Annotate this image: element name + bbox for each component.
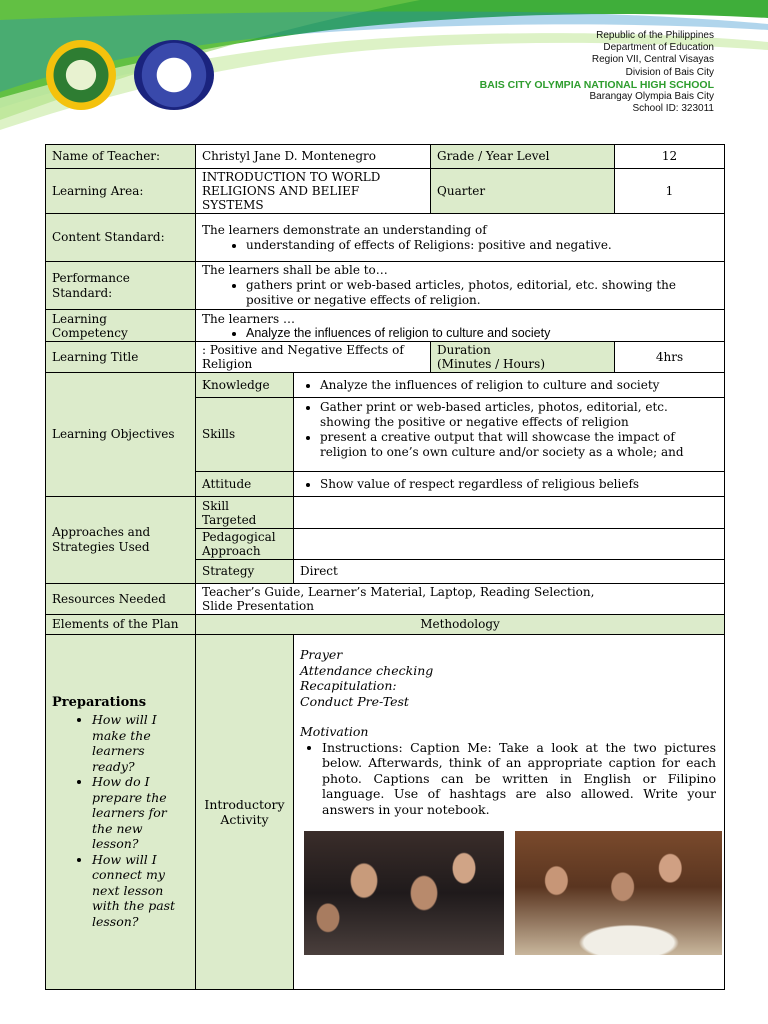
competency-value bbox=[196, 310, 725, 342]
performance-standard-value bbox=[196, 262, 725, 310]
learning-area-line: RELIGIONS AND BELIEF SYSTEMS bbox=[202, 184, 360, 212]
competency-row bbox=[46, 310, 725, 342]
approaches-label bbox=[46, 497, 196, 584]
header-line: Department of Education bbox=[603, 42, 714, 54]
teacher-row bbox=[46, 145, 725, 169]
attitude-value bbox=[294, 472, 725, 497]
resources-line: Slide Presentation bbox=[202, 599, 314, 613]
strategy-value: Direct bbox=[294, 560, 725, 584]
performance-standard-label bbox=[46, 262, 196, 310]
skill-targeted-line: Targeted bbox=[202, 512, 257, 527]
attitude-label: Attitude bbox=[196, 472, 294, 497]
strategy-label: Strategy bbox=[196, 560, 294, 584]
competency-label-line: Competency bbox=[52, 325, 128, 340]
knowledge-bullet: • Analyze the influences of religion to culture and society bbox=[320, 378, 718, 393]
preparations-title: Preparations bbox=[52, 695, 147, 710]
teacher-name: Christyl Jane D. Montenegro bbox=[196, 145, 431, 169]
learning-objectives-label: Learning Objectives bbox=[46, 373, 196, 497]
resources-value bbox=[196, 584, 725, 615]
approaches-label-line: Approaches and bbox=[52, 525, 151, 539]
learning-title-value: : Positive and Negative Effects of Religion bbox=[196, 342, 431, 373]
performance-bullet: • gathers print or web-based articles, photos, editorial, etc. showing the positive or negative effects of religion. bbox=[246, 278, 718, 308]
motivation-heading: Motivation bbox=[300, 724, 369, 739]
photo-praying-crowd bbox=[304, 831, 504, 955]
methodology-label: Methodology bbox=[196, 615, 725, 635]
elements-label: Elements of the Plan bbox=[46, 615, 196, 635]
division-seal-logo bbox=[46, 40, 116, 110]
performance-label-line: Performance bbox=[52, 270, 130, 285]
elements-row bbox=[46, 615, 725, 635]
knowledge-row bbox=[46, 373, 725, 398]
pedagogical-line: Approach bbox=[202, 544, 261, 558]
competency-intro: The learners … bbox=[202, 311, 296, 326]
introductory-activity-row bbox=[46, 635, 725, 990]
duration-label-line: Duration bbox=[437, 343, 491, 357]
competency-bullet: • Analyze the influences of religion to culture and society bbox=[246, 326, 718, 340]
method-line: Attendance checking bbox=[300, 662, 434, 678]
pedagogical-line: Pedagogical bbox=[202, 530, 276, 544]
skill-targeted-row bbox=[46, 497, 725, 529]
skills-bullet: • Gather print or web-based articles, photos, editorial, etc. showing the positive or negative effects of religion bbox=[320, 400, 718, 430]
resources-label: Resources Needed bbox=[46, 584, 196, 615]
school-seal-logo bbox=[134, 40, 214, 110]
method-line: Recapitulation: bbox=[300, 678, 397, 693]
method-line: Conduct Pre-Test bbox=[300, 693, 409, 709]
method-line: Prayer bbox=[300, 647, 343, 662]
content-standard-bullet: • understanding of effects of Religions: positive and negative. bbox=[246, 238, 718, 253]
duration-label bbox=[431, 342, 615, 373]
pedagogical-label bbox=[196, 529, 294, 560]
grade-value: 12 bbox=[615, 145, 725, 169]
knowledge-value bbox=[294, 373, 725, 398]
content-standard-row bbox=[46, 214, 725, 262]
school-header bbox=[480, 30, 714, 115]
content-standard-label: Content Standard: bbox=[46, 214, 196, 262]
learning-area-value bbox=[196, 169, 431, 214]
learning-title-label: Learning Title bbox=[46, 342, 196, 373]
quarter-value: 1 bbox=[615, 169, 725, 214]
methodology-content bbox=[294, 635, 725, 990]
competency-label bbox=[46, 310, 196, 342]
school-address: Barangay Olympia Bais City bbox=[589, 91, 714, 103]
skills-bullet: • present a creative output that will showcase the impact of religion to one’s own culture and/or society as a whole; and bbox=[320, 430, 718, 460]
header-line: Republic of the Philippines bbox=[596, 30, 714, 41]
preparations-cell bbox=[46, 635, 196, 990]
learning-area-line: INTRODUCTION TO WORLD bbox=[202, 170, 381, 184]
preparation-question: • How will I connect my next lesson with the past lesson? bbox=[92, 852, 191, 930]
competency-label-line: Learning bbox=[52, 311, 107, 326]
header-line: Division of Bais City bbox=[625, 66, 714, 78]
pedagogical-value bbox=[294, 529, 725, 560]
skills-label: Skills bbox=[196, 398, 294, 472]
performance-label-line: Standard: bbox=[52, 285, 113, 300]
teacher-label: Name of Teacher: bbox=[46, 145, 196, 169]
approaches-label-line: Strategies Used bbox=[52, 540, 150, 554]
learning-area-row bbox=[46, 169, 725, 214]
lesson-plan-table bbox=[45, 144, 725, 990]
skill-targeted-line: Skill bbox=[202, 498, 230, 513]
grade-label: Grade / Year Level bbox=[431, 145, 615, 169]
content-standard-value bbox=[196, 214, 725, 262]
preparation-question: • How do I prepare the learners for the new lesson? bbox=[92, 774, 191, 852]
learning-area-label: Learning Area: bbox=[46, 169, 196, 214]
quarter-label: Quarter bbox=[431, 169, 615, 214]
performance-intro: The learners shall be able to… bbox=[202, 263, 388, 277]
skills-value bbox=[294, 398, 725, 472]
content-standard-intro: The learners demonstrate an understanding of bbox=[202, 222, 487, 237]
attitude-bullet: • Show value of respect regardless of religious beliefs bbox=[320, 477, 718, 492]
caption-me-instructions: • Instructions: Caption Me: Take a look at the two pictures below. Afterwards, think of an appropriate caption for each photo. Captions can be written in English or Filipino language. Use of hashtags are also allowed. Write your answers in your notebook. bbox=[322, 740, 716, 818]
knowledge-label: Knowledge bbox=[196, 373, 294, 398]
introductory-activity-label: Introductory Activity bbox=[196, 635, 294, 990]
header-line: Region VII, Central Visayas bbox=[591, 54, 714, 66]
performance-standard-row bbox=[46, 262, 725, 310]
learning-title-row bbox=[46, 342, 725, 373]
skill-targeted-value bbox=[294, 497, 725, 529]
duration-value: 4hrs bbox=[615, 342, 725, 373]
resources-row bbox=[46, 584, 725, 615]
school-id: School ID: 323011 bbox=[632, 103, 714, 115]
resources-line: Teacher’s Guide, Learner’s Material, Laptop, Reading Selection, bbox=[202, 585, 595, 599]
preparation-question: • How will I make the learners ready? bbox=[92, 712, 191, 774]
duration-label-line: (Minutes / Hours) bbox=[437, 357, 546, 371]
school-name: BAIS CITY OLYMPIA NATIONAL HIGH SCHOOL bbox=[479, 78, 714, 91]
photo-family-dinner bbox=[515, 831, 722, 955]
photo-gallery bbox=[300, 831, 716, 956]
skill-targeted-label bbox=[196, 497, 294, 529]
